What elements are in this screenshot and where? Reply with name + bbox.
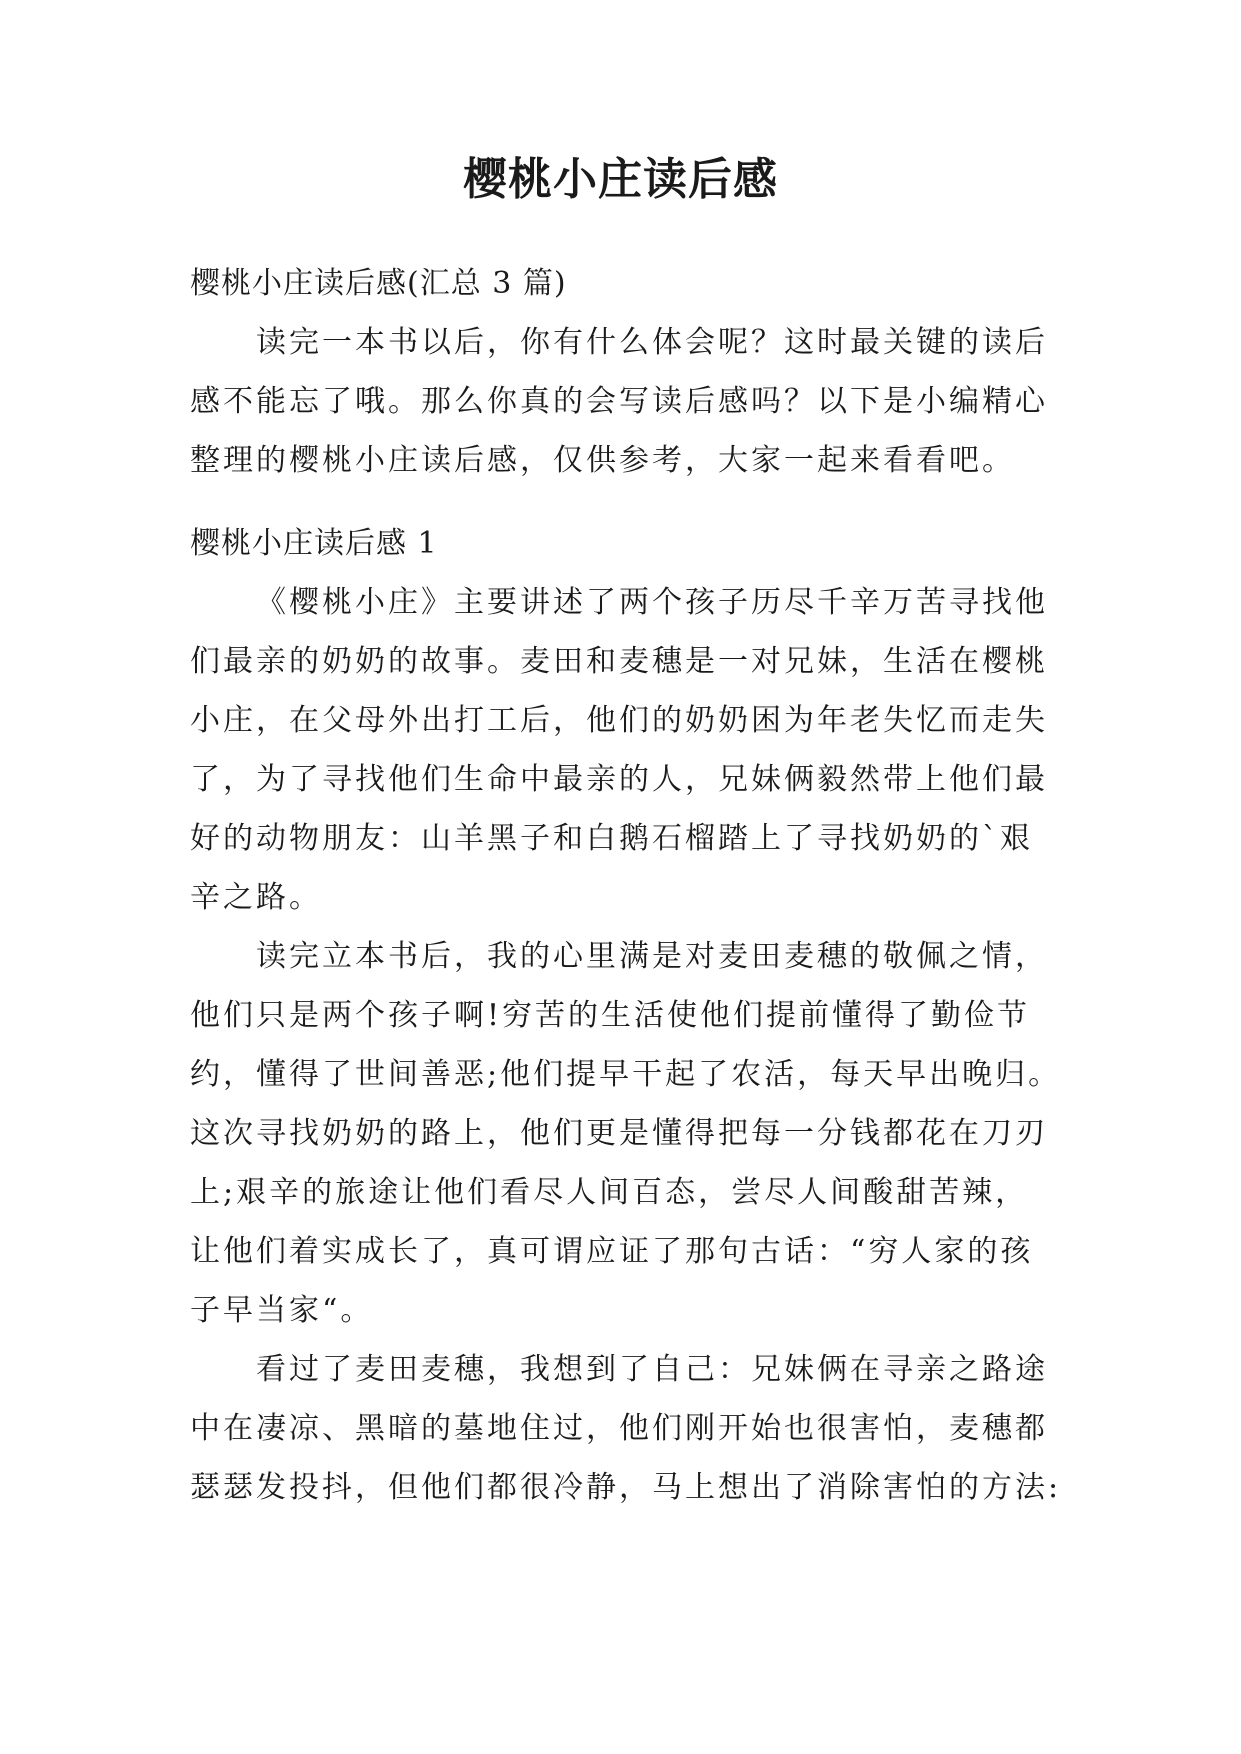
intro-line: 感不能忘了哦。那么你真的会写读后感吗？以下是小编精心	[190, 384, 1048, 419]
paragraph-line: 上;艰辛的旅途让他们看尽人间百态，尝尽人间酸甜苦辣，	[190, 1175, 1029, 1210]
paragraph-line: 小庄，在父母外出打工后，他们的奶奶困为年老失忆而走失	[190, 703, 1048, 738]
intro-line: 读完一本书以后，你有什么体会呢？这时最关键的读后	[256, 325, 1048, 360]
intro-line: 整理的樱桃小庄读后感，仅供参考，大家一起来看看吧。	[190, 443, 1015, 478]
paragraph-line: 好的动物朋友：山羊黑子和白鹅石榴踏上了寻找奶奶的`艰	[190, 821, 1033, 856]
paragraph-line: 辛之路。	[190, 880, 322, 915]
intro-paragraph	[190, 313, 1050, 490]
paragraph-line: 们最亲的奶奶的故事。麦田和麦穗是一对兄妹，生活在樱桃	[190, 644, 1048, 679]
paragraph-line: 读完立本书后，我的心里满是对麦田麦穗的敬佩之情，	[256, 939, 1048, 974]
section1-paragraph-3	[190, 1340, 1062, 1517]
paragraph-line: 看过了麦田麦穗，我想到了自己：兄妹俩在寻亲之路途	[256, 1352, 1048, 1387]
paragraph-line: 约，懂得了世间善恶;他们提早干起了农活，每天早出晚归。	[190, 1057, 1062, 1092]
paragraph-line: 这次寻找奶奶的路上，他们更是懂得把每一分钱都花在刀刃	[190, 1116, 1048, 1151]
section1-paragraph-2	[190, 927, 1062, 1340]
document-title: 樱桃小庄读后感	[463, 154, 778, 205]
paragraph-line: 了，为了寻找他们生命中最亲的人，兄妹俩毅然带上他们最	[190, 762, 1048, 797]
section1-paragraph-1	[190, 573, 1050, 927]
paragraph-line: 让他们着实成长了，真可谓应证了那句古话：“穷人家的孩	[190, 1234, 1034, 1269]
paragraph-line: 子早当家“。	[190, 1293, 374, 1328]
section1-heading: 樱桃小庄读后感 1	[190, 526, 438, 561]
paragraph-line: 《樱桃小庄》主要讲述了两个孩子历尽千辛万苦寻找他	[256, 585, 1048, 620]
document-subtitle: 樱桃小庄读后感(汇总 3 篇)	[190, 266, 567, 301]
paragraph-line: 他们只是两个孩子啊!穷苦的生活使他们提前懂得了勤俭节	[190, 998, 1031, 1033]
paragraph-line: 中在凄凉、黑暗的墓地住过，他们刚开始也很害怕，麦穗都	[190, 1411, 1048, 1446]
paragraph-line: 瑟瑟发投抖，但他们都很冷静，马上想出了消除害怕的方法:	[190, 1470, 1062, 1505]
